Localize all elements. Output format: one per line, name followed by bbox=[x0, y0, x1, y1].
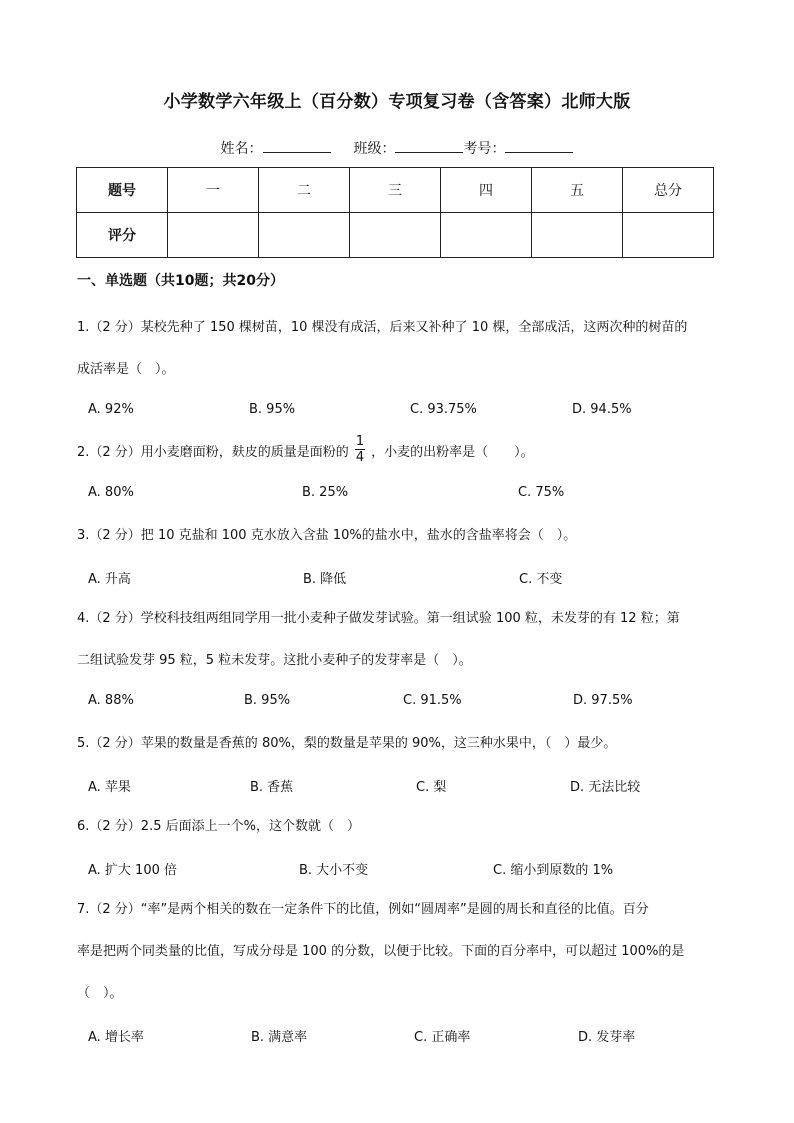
exam-number-blank bbox=[505, 140, 573, 153]
fraction-denominator: 4 bbox=[355, 450, 365, 465]
question-2-line-1 bbox=[77, 432, 722, 474]
question-2-options bbox=[88, 485, 728, 505]
option-b: B. 25% bbox=[302, 485, 349, 500]
score-table-cell: 三 bbox=[350, 168, 441, 213]
option-b: B. 香蕉 bbox=[250, 780, 294, 795]
question-7-line-2: 率是把两个同类量的比值，写成分母是 100 的分数，以便于比较。下面的百分率中，可以超过 100%的是 bbox=[77, 944, 685, 959]
question-7-line-3: （ ）。 bbox=[77, 986, 123, 1001]
score-table-header-row bbox=[77, 168, 714, 213]
question-5-options bbox=[88, 776, 728, 796]
question-3-line-1: 3.（2 分）把 10 克盐和 100 克水放入含盐 10%的盐水中，盐水的含盐率将会（ ）。 bbox=[77, 528, 577, 543]
score-input-cell bbox=[259, 213, 350, 258]
option-a: A. 92% bbox=[88, 402, 134, 417]
option-d: D. 发芽率 bbox=[578, 1030, 636, 1045]
section-heading: 一、单选题（共10题；共20分） bbox=[77, 273, 284, 289]
question-6-options bbox=[88, 859, 728, 879]
option-c: C. 93.75% bbox=[410, 402, 477, 417]
question-1-options bbox=[88, 402, 728, 422]
question-2-text-post: ，小麦的出粉率是（ ）。 bbox=[371, 445, 534, 460]
score-table bbox=[76, 167, 714, 258]
score-input-cell bbox=[168, 213, 259, 258]
option-a: A. 升高 bbox=[88, 572, 131, 587]
student-info-line bbox=[0, 138, 794, 158]
option-a: A. 苹果 bbox=[88, 780, 131, 795]
option-d: D. 94.5% bbox=[572, 402, 632, 417]
score-table-cell: 二 bbox=[259, 168, 350, 213]
question-5-line-1: 5.（2 分）苹果的数量是香蕉的 80%，梨的数量是苹果的 90%，这三种水果中，（ ）最少。 bbox=[77, 736, 617, 751]
score-input-cell bbox=[441, 213, 532, 258]
score-table-cell: 总分 bbox=[623, 168, 714, 213]
option-c: C. 缩小到原数的 1% bbox=[493, 863, 614, 878]
question-1-line-1: 1.（2 分）某校先种了 150 棵树苗，10 棵没有成活，后来又补种了 10 棵，全部成活，这两次种的树苗的 bbox=[77, 320, 688, 335]
question-4-line-1: 4.（2 分）学校科技组两组同学用一批小麦种子做发芽试验。第一组试验 100 粒，未发芽的有 12 粒；第 bbox=[77, 611, 680, 626]
option-d: D. 97.5% bbox=[573, 693, 633, 708]
question-4-line-2: 二组试验发芽 95 粒，5 粒未发芽。这批小麦种子的发芽率是（ ）。 bbox=[77, 653, 472, 668]
score-table-cell: 评分 bbox=[77, 213, 168, 258]
option-b: B. 降低 bbox=[303, 572, 347, 587]
option-b: B. 95% bbox=[244, 693, 291, 708]
option-a: A. 扩大 100 倍 bbox=[88, 863, 178, 878]
fraction-numerator: 1 bbox=[355, 434, 365, 449]
option-b: B. 95% bbox=[249, 402, 296, 417]
class-blank bbox=[395, 140, 463, 153]
score-table-cell: 一 bbox=[168, 168, 259, 213]
option-a: A. 88% bbox=[88, 693, 134, 708]
score-input-cell bbox=[350, 213, 441, 258]
option-c: C. 梨 bbox=[416, 780, 447, 795]
option-c: C. 75% bbox=[518, 485, 565, 500]
question-4-options bbox=[88, 693, 728, 713]
name-blank bbox=[263, 140, 331, 153]
score-input-cell bbox=[532, 213, 623, 258]
question-7-line-1: 7.（2 分）“率”是两个相关的数在一定条件下的比值，例如“圆周率”是圆的周长和直径的比值。百分 bbox=[77, 902, 649, 917]
option-c: C. 91.5% bbox=[403, 693, 462, 708]
score-input-cell bbox=[623, 213, 714, 258]
exam-number-label: 考号： bbox=[463, 141, 506, 157]
score-table-cell: 五 bbox=[532, 168, 623, 213]
option-b: B. 满意率 bbox=[251, 1030, 308, 1045]
fraction bbox=[355, 434, 365, 465]
option-c: C. 正确率 bbox=[414, 1030, 471, 1045]
option-a: A. 增长率 bbox=[88, 1030, 144, 1045]
page-title: 小学数学六年级上（百分数）专项复习卷（含答案）北师大版 bbox=[163, 92, 631, 112]
class-label: 班级： bbox=[353, 141, 396, 157]
question-2-text-pre: 2.（2 分）用小麦磨面粉，麸皮的质量是面粉的 bbox=[77, 445, 349, 460]
question-3-options bbox=[88, 568, 728, 588]
option-b: B. 大小不变 bbox=[299, 863, 369, 878]
score-table-cell: 四 bbox=[441, 168, 532, 213]
name-label: 姓名： bbox=[220, 141, 263, 157]
score-table-score-row bbox=[77, 213, 714, 258]
question-1-line-2: 成活率是（ ）。 bbox=[77, 362, 175, 377]
question-7-options bbox=[88, 1026, 728, 1046]
option-a: A. 80% bbox=[88, 485, 134, 500]
score-table-cell: 题号 bbox=[77, 168, 168, 213]
question-6-line-1: 6.（2 分）2.5 后面添上一个%，这个数就（ ） bbox=[77, 819, 360, 834]
option-c: C. 不变 bbox=[519, 572, 563, 587]
option-d: D. 无法比较 bbox=[570, 780, 641, 795]
